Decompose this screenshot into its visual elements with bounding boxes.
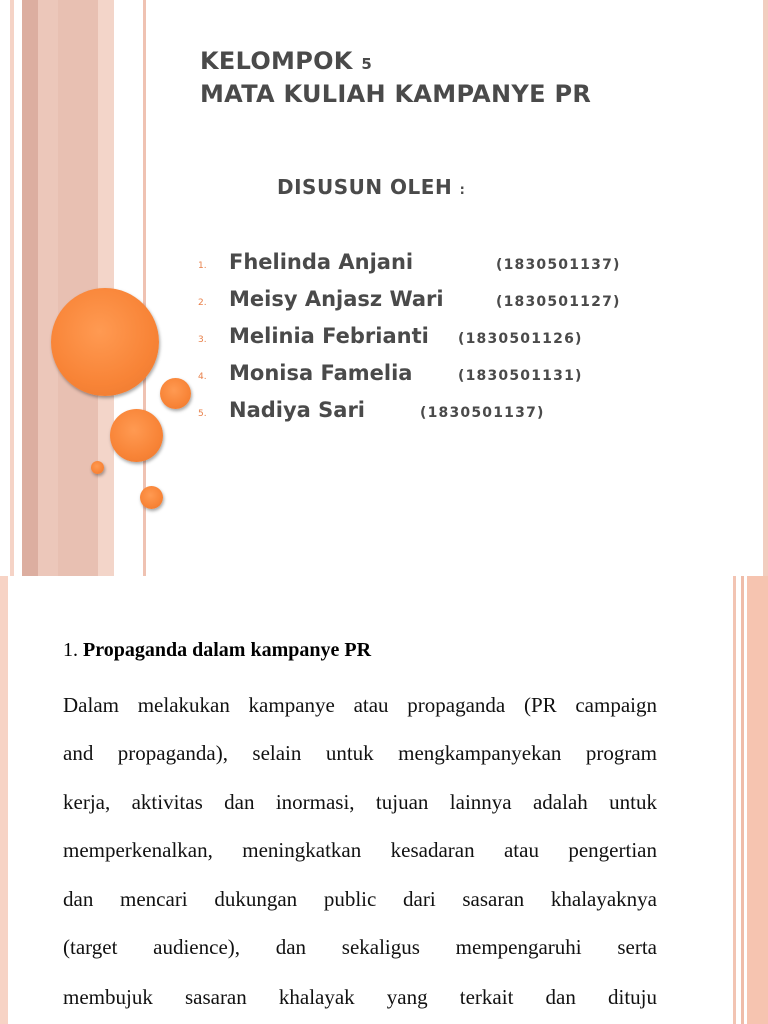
slide-title: [200, 46, 591, 109]
paragraph-line: dan mencari dukungan public dari sasaran khalayaknya: [63, 887, 657, 911]
decor-band: [10, 0, 14, 576]
member-id: (1830501137): [420, 405, 545, 421]
decor-band: [741, 576, 744, 1024]
paragraph-line: memperkenalkan, meningkatkan kesadaran atau pengertian: [63, 838, 657, 862]
member-number: 1.: [198, 261, 207, 271]
paragraph-line: kerja, aktivitas dan inormasi, tujuan lainnya adalah untuk: [63, 790, 657, 814]
authors-heading-text: DISUSUN OLEH: [277, 175, 453, 199]
member-id: (1830501137): [496, 257, 621, 273]
member-name: Melinia Febrianti: [229, 324, 429, 348]
member-name: Meisy Anjasz Wari: [229, 287, 444, 311]
decor-circle-large: [51, 288, 159, 396]
paragraph-line: membujuk sasaran khalayak yang terkait dan dituju: [63, 985, 657, 1009]
paragraph-line: (target audience), dan sekaligus mempengaruhi serta: [63, 935, 657, 959]
decor-band: [0, 576, 8, 1024]
decor-band: [22, 0, 38, 576]
decor-band: [38, 0, 58, 576]
member-name: Monisa Famelia: [229, 361, 413, 385]
member-number: 5.: [198, 409, 207, 419]
member-id: (1830501126): [458, 331, 583, 347]
decor-circle: [140, 486, 163, 509]
member-number: 4.: [198, 372, 207, 382]
paragraph-line: Dalam melakukan kampanye atau propaganda (PR campaign: [63, 693, 657, 717]
member-number: 2.: [198, 298, 207, 308]
content-page: [0, 576, 768, 1024]
title-course-name: MATA KULIAH KAMPANYE PR: [200, 80, 592, 108]
section-title: Propaganda dalam kampanye PR: [83, 639, 372, 661]
section-heading: [63, 639, 371, 662]
member-name: Fhelinda Anjani: [229, 250, 414, 274]
member-number: 3.: [198, 335, 207, 345]
authors-heading: [277, 175, 465, 199]
decor-circle: [110, 409, 163, 462]
decor-circle-small: [91, 461, 104, 474]
member-id: (1830501127): [496, 294, 621, 310]
decor-circle: [160, 378, 191, 409]
authors-heading-colon: :: [459, 183, 466, 198]
member-id: (1830501131): [458, 368, 583, 384]
section-number: 1.: [63, 639, 78, 661]
decor-band: [747, 576, 768, 1024]
decor-band: [733, 576, 736, 1024]
title-group-number: 5: [361, 55, 373, 73]
decor-band: [58, 0, 98, 576]
paragraph-line: and propaganda), selain untuk mengkampanyekan program: [63, 741, 657, 765]
title-group-label: KELOMPOK: [200, 47, 353, 75]
decor-band: [763, 0, 768, 576]
member-name: Nadiya Sari: [229, 398, 365, 422]
